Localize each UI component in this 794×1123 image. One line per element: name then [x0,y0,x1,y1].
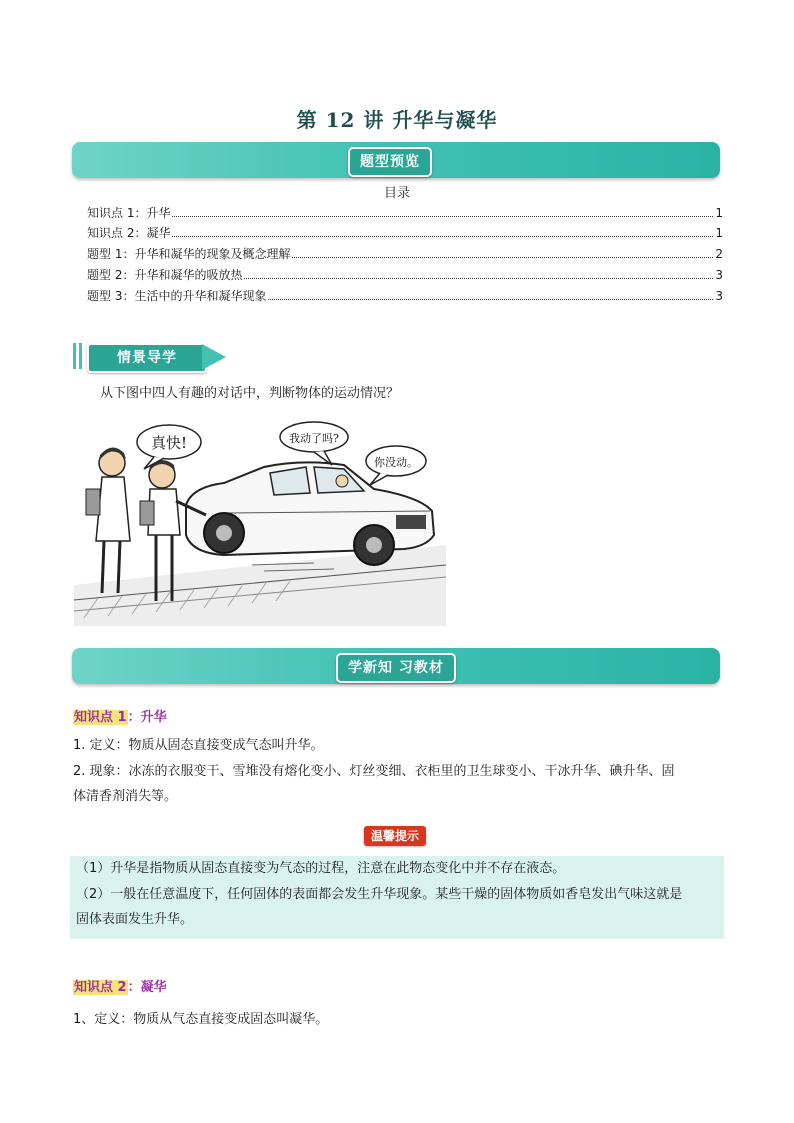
toc-item-page: 2 [715,247,723,261]
toc-item-label: 知识点 1：升华 [87,206,171,220]
bubble-text: 真快! [150,434,188,452]
kp1-heading-prefix: 知识点 1 [74,710,127,725]
page-title: 第 12 讲 升华与凝华 [296,108,498,132]
toc-item[interactable] [87,201,723,221]
toc-item[interactable] [87,284,723,304]
kp2-heading [73,976,167,995]
kp2-definition: 1、定义：物质从气态直接变成固态叫凝华。 [73,1012,329,1027]
car-scene-image [74,415,446,626]
toc-leader [268,299,713,300]
toc-item-page: 1 [715,226,723,240]
scene-section-label: 情景导学 [87,343,207,373]
toc-item[interactable] [87,242,723,262]
scene-stripe [79,343,82,369]
kp2-heading-prefix: 知识点 2 [74,980,127,995]
kp1-heading [73,706,167,725]
toc-item-page: 1 [715,206,723,220]
cartoon-illustration [74,415,446,626]
bubble-text: 我动了吗? [289,432,339,445]
tip-line-3: 固体表面发生升华。 [76,912,194,927]
kp2-heading-suffix: ：凝华 [127,980,167,995]
toc-item-page: 3 [715,289,723,303]
scene-stripe [73,343,76,369]
kp1-phenomena-line2: 体清香剂消失等。 [73,789,178,804]
preview-section-label: 题型预览 [348,147,432,177]
toc-leader [292,257,713,258]
toc-item-label: 知识点 2：凝华 [87,226,171,240]
toc-leader [244,278,713,279]
toc-item-label: 题型 2：升华和凝华的吸放热 [87,268,243,282]
toc-heading: 目录 [383,186,410,201]
tip-badge: 温馨提示 [364,826,426,846]
toc-item-label: 题型 3：生活中的升华和凝华现象 [87,289,267,303]
toc-leader [172,236,713,237]
toc-item-page: 3 [715,268,723,282]
kp1-definition: 1. 定义：物质从固态直接变成气态叫升华。 [73,738,324,753]
preview-section-bar [72,142,720,178]
learn-section-label: 学新知 习教材 [336,653,456,683]
toc-item[interactable] [87,221,723,241]
toc-leader [172,216,713,217]
scene-question: 从下图中四人有趣的对话中，判断物体的运动情况？ [100,386,400,401]
learn-section-bar [72,648,720,684]
tip-line-1: （1）升华是指物质从固态直接变为气态的过程，注意在此物态变化中并不存在液态。 [76,861,566,876]
bubble-text: 你没动。 [374,456,418,469]
scene-arrow-icon [202,344,226,370]
tip-line-2: （2）一般在任意温度下，任何固体的表面都会发生升华现象。某些干燥的固体物质如香皂发出气味这就是 [76,887,683,902]
kp1-heading-suffix: ：升华 [127,710,167,725]
kp1-phenomena-line1: 2. 现象：冰冻的衣服变干、雪堆没有熔化变小、灯丝变细、衣柜里的卫生球变小、干冰升华、碘升华、固 [73,764,675,779]
toc-item[interactable] [87,263,723,283]
toc-item-label: 题型 1：升华和凝华的现象及概念理解 [87,247,291,261]
